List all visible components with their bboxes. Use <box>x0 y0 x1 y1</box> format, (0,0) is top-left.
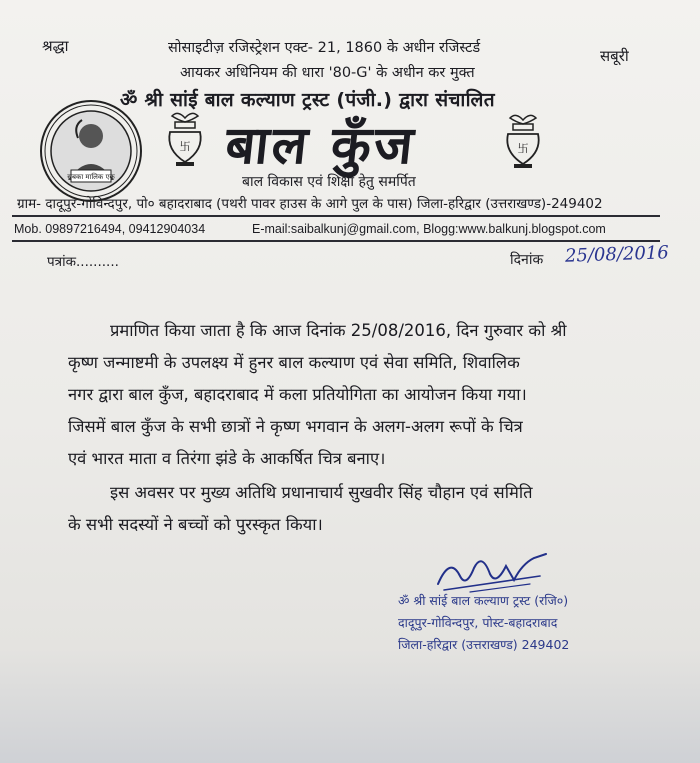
body-line: कृष्ण जन्माष्टमी के उपलक्ष्य में हुनर बाल कल्याण एवं सेवा समिति, शिवालिक <box>68 353 520 372</box>
contact-divider <box>12 240 660 242</box>
svg-text:卐: 卐 <box>517 142 529 155</box>
body-line: प्रमाणित किया जाता है कि आज दिनांक 25/08/2016, दिन गुरुवार को श्री <box>110 321 567 340</box>
body-line: जिसमें बाल कुँज के सभी छात्रों ने कृष्ण भगवान के अलग-अलग रूपों के चित्र <box>68 417 523 436</box>
email-blog: E-mail:saibalkunj@gmail.com, Blogg:www.balkunj.blogspot.com <box>252 222 606 236</box>
stamp-line-1: ॐ श्री सांई बाल कल्याण ट्रस्ट (रजि०) <box>398 593 569 608</box>
seal-text: सबका मालिक एक <box>67 173 115 181</box>
tagline: बाल विकास एवं शिक्षा हेतु समर्पित <box>242 174 416 190</box>
kalash-right-icon <box>500 112 546 174</box>
body-line: इस अवसर पर मुख्य अतिथि प्रधानाचार्य सुखवीर सिंह चौहान एवं समिति <box>110 483 533 502</box>
header-right-word: सबूरी <box>600 47 629 65</box>
date-value-handwritten: 25/08/2016 <box>564 242 670 267</box>
body-line: एवं भारत माता व तिरंगा झंडे के आकर्षित चित्र बनाए। <box>68 449 386 468</box>
trust-line: ॐ श्री सांई बाल कल्याण ट्रस्ट (पंजी.) द्वारा संचालित <box>120 89 495 111</box>
reference-number-label: पत्रांक.......... <box>47 254 119 270</box>
tax-exempt-line: आयकर अधिनियम की धारा '80-G' के अधीन कर मुक्त <box>180 65 475 81</box>
body-line: के सभी सदस्यों ने बच्चों को पुरस्कृत किया। <box>68 515 323 534</box>
sai-baba-seal-icon <box>38 98 144 204</box>
svg-text:卐: 卐 <box>179 140 191 153</box>
stamp-line-3: जिला-हरिद्वार (उत्तराखण्ड) 249402 <box>398 637 570 652</box>
registration-line: सोसाइटीज़ रजिस्ट्रेशन एक्ट- 21, 1860 के अधीन रजिस्टर्ड <box>168 40 481 56</box>
address-line: ग्राम- दादूपुर-गोविन्दपुर, पो० बहादराबाद (पथरी पावर हाउस के आगे पुल के पास) जिला-हरिद्वार (उत्तराखण्ड)-249402 <box>17 196 603 212</box>
body-line: नगर द्वारा बाल कुँज, बहादराबाद में कला प्रतियोगिता का आयोजन किया गया। <box>68 385 527 404</box>
date-label: दिनांक <box>510 252 544 268</box>
org-name: बाल कुँज <box>222 115 420 176</box>
header-left-word: श्रद्धा <box>42 37 69 55</box>
kalash-left-icon <box>162 110 208 172</box>
stamp-line-2: दादूपुर-गोविन्दपुर, पोस्ट-बहादराबाद <box>398 615 558 630</box>
header-divider <box>12 215 660 217</box>
mobile-numbers: Mob. 09897216494, 09412904034 <box>14 222 206 236</box>
